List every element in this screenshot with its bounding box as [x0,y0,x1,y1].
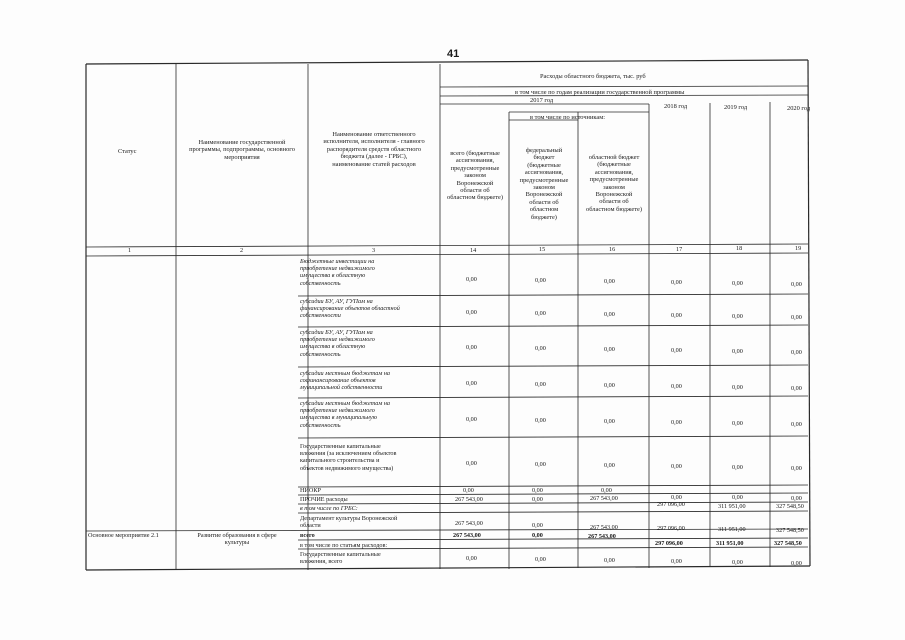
cell-value: 267 543,00 [588,533,616,540]
col-total-line-7: областном бюджете) [447,194,503,202]
cell-value: 0,00 [466,344,477,351]
row-label-line: имущества в областную [300,343,366,351]
cell-value: 0,00 [535,277,546,284]
col-number-14: 14 [470,247,477,254]
cell-value: 0,00 [791,560,802,567]
cell-value: 0,00 [535,556,546,563]
year-2019-header: 2019 год [724,104,748,111]
cell-value: 311 951,00 [716,540,744,547]
col-regional-line-5: законом [603,183,625,191]
row-label-line: софинансирование объектов [300,377,376,385]
cell-value: 311 951,00 [718,526,746,533]
row-label-line: имущества в муниципальную [300,414,377,422]
col-federal-line-3: (бюджетные [527,161,561,169]
row-label-line: вложения, всего [300,558,343,566]
col-number-18: 18 [736,245,743,252]
cell-value: 0,00 [791,314,802,321]
row-label-line: Государственные капитальные [300,443,381,450]
year-2018-header: 2018 год [664,103,688,110]
cell-value: 0,00 [791,421,802,428]
cell-value: 0,00 [604,462,615,469]
cell-value: 0,00 [732,494,743,501]
col-executor-line-3: распорядителя средств областного [326,145,422,153]
row-label-line: приобретение недвижимого [300,265,375,273]
cell-value: 0,00 [791,281,802,288]
cell-value: 311 951,00 [718,503,746,510]
row-label-line: приобретение недвижимого [300,336,375,344]
cell-value: 0,00 [791,385,802,392]
col-regional-line-1: областной бюджет [588,154,640,161]
col-program-line-1: Наименование государственной [198,139,286,146]
col-total-line-4: законом [464,172,486,180]
cell-value: 0,00 [732,348,743,355]
cell-value: 0,00 [671,463,682,470]
cell-value: 0,00 [791,465,802,472]
row-label-line: приобретение недвижимого [300,407,375,415]
year-2017-header: 2017 год [530,97,554,104]
cell-value: 0,00 [466,309,477,316]
col-total-line-1: всего (бюджетные [450,150,500,157]
cell-value: 0,00 [535,461,546,468]
cell-value: 267 543,00 [590,524,618,531]
cell-value: 297 096,00 [655,540,683,547]
cell-value: 267 543,00 [455,496,483,503]
col-regional-line-4: предусмотренные [589,176,639,184]
col-program-line-3: мероприятия [224,153,260,161]
cell-value: 267 543,00 [455,520,483,527]
cell-value: 0,00 [732,420,743,427]
table-row [300,298,400,320]
col-executor-header [310,131,438,168]
row-label-line: субсидии БУ, АУ, ГУПам на [300,329,373,336]
cell-value: 0,00 [604,418,615,425]
table-row [300,258,375,287]
col-number-1: 1 [128,247,132,254]
col-number-15: 15 [539,246,546,253]
cell-value: 0,00 [466,380,477,387]
cell-value: 0,00 [671,383,682,390]
col-total-header [441,150,509,202]
col-federal-line-2: бюджет [533,154,555,162]
cell-value: 0,00 [732,559,743,566]
year-2020-header: 2020 год [787,105,811,112]
cell-value: 297 096,00 [657,501,685,508]
row-label-line: субсидии местным бюджетам на [300,370,391,377]
cell-value: 0,00 [604,557,615,564]
row-label-other: ПРОЧИЕ расходы [300,496,348,503]
table-row [300,400,390,429]
cell-value: 0,00 [732,313,743,320]
cell-value: 0,00 [466,460,477,467]
cell-value: 0,00 [732,280,743,287]
cell-value: 0,00 [535,381,546,388]
col-number-2: 2 [240,247,244,254]
row-label-line: капитального строительства и [300,457,380,465]
cell-value: 327 548,50 [776,527,804,534]
row-label-line: Бюджетные инвестиции на [300,258,375,265]
row-label-line: Государственные капитальные [300,551,381,558]
cell-value: 0,00 [732,384,743,391]
row-label-total: всего [300,532,315,539]
cell-value: 0,00 [671,312,682,319]
col-regional-line-2: (бюджетные [597,161,631,169]
col-federal-line-7: Воронежской [525,191,563,199]
row-label-line: собственности [300,312,341,320]
cell-value: 267 543,00 [590,495,618,502]
col-executor-line-4: бюджета (далее - ГРБС), [340,153,408,161]
col-regional-line-7: области об [599,198,629,206]
row-label-by-articles: в том числе по статьям расходов: [300,542,388,549]
col-regional-line-6: Воронежской [595,191,633,199]
main-event-name-line-2: культуры [224,539,250,547]
row-label-line: собственность [300,421,341,429]
cell-value: 0,00 [532,522,543,529]
expenses-title: Расходы областного бюджета, тыс. руб [540,73,646,80]
col-regional-line-8: областном бюджете) [586,205,642,213]
cell-value: 0,00 [466,555,477,562]
row-label-line: собственность [300,279,341,287]
row-label-line: объектов недвижимого имущества) [300,464,394,472]
table-row [300,515,397,529]
main-event-status: Основное мероприятие 2.1 [88,532,159,539]
cell-value: 267 543,00 [453,532,481,539]
cell-value: 0,00 [535,417,546,424]
cell-value: 0,00 [535,310,546,317]
row-label-line: собственность [300,350,341,358]
table-row [300,551,381,565]
cell-value: 0,00 [604,346,615,353]
cell-value: 0,00 [671,419,682,426]
row-label-line: муниципальной собственности [300,384,383,392]
cell-value: 0,00 [732,464,743,471]
cell-value: 0,00 [532,487,543,494]
cell-value: 0,00 [671,558,682,565]
cell-value: 0,00 [463,487,474,494]
row-label-line: субсидии местным бюджетам на [300,400,391,407]
col-program-line-2: программы, подпрограммы, основного [189,146,295,154]
cell-value: 0,00 [604,278,615,285]
col-total-line-3: предусмотренные [450,164,500,172]
page-number: 41 [447,48,460,60]
row-label-line: Департамент культуры Воронежской [300,515,398,522]
cell-value: 327 548,50 [774,540,802,547]
col-federal-line-1: федеральный [525,147,563,154]
cell-value: 0,00 [671,494,682,501]
cell-value: 0,00 [791,349,802,356]
cell-value: 0,00 [466,276,477,283]
row-label-line: субсидии БУ, АУ, ГУПам на [300,298,373,305]
by-sources-header: в том числе по источникам: [530,114,606,121]
col-federal-line-6: законом [533,184,555,192]
col-regional-header [579,154,649,213]
row-label-niokr: НИОКР [300,487,321,494]
cell-value: 0,00 [791,495,802,502]
table-row [300,370,390,392]
cell-value: 0,00 [601,487,612,494]
col-executor-line-1: Наименование ответственного [332,131,416,138]
cell-value: 0,00 [671,279,682,286]
col-program-header [178,139,306,161]
cell-value: 0,00 [532,532,543,539]
col-number-3: 3 [372,247,376,254]
cell-value: 0,00 [532,496,543,503]
main-event-name [178,532,296,546]
row-label-line: имущества в областную [300,272,366,280]
col-total-line-5: Воронежской [456,179,494,187]
cell-value: 0,00 [535,345,546,352]
col-executor-line-2: исполнителя, исполнителя - главного [323,138,425,146]
col-federal-line-10: бюджете) [531,213,557,221]
col-total-line-6: области об [460,187,490,195]
row-label-line: области [300,522,321,530]
by-years-header: в том числе по годам реализации государственной программы [515,89,685,96]
col-status-header: Статус [118,148,137,155]
row-label-line: финансирование объектов областной [300,305,400,313]
col-number-16: 16 [609,246,616,253]
main-event-name-line-1: Развитие образования в сфере [197,532,277,539]
row-label-by-grbs: в том числе по ГРБС: [300,505,358,512]
col-number-17: 17 [676,246,683,253]
cell-value: 0,00 [604,311,615,318]
cell-value: 0,00 [466,416,477,423]
col-federal-line-9: областном [529,206,559,214]
col-federal-line-5: предусмотренные [519,176,569,184]
cell-value: 297 096,00 [657,525,685,532]
col-executor-line-5: наименование статей расходов [332,160,416,168]
table-row [300,329,375,358]
table-row [300,443,396,472]
col-federal-header [510,147,578,221]
row-label-line: вложения (за исключением объектов [300,450,397,458]
cell-value: 0,00 [604,382,615,389]
col-federal-line-8: области об [529,198,559,206]
col-total-line-2: ассигнования, [455,157,495,165]
cell-value: 327 548,50 [776,503,804,510]
col-federal-line-4: ассигнования, [524,169,564,177]
cell-value: 0,00 [671,347,682,354]
col-regional-line-3: ассигнования, [594,168,634,176]
col-number-19: 19 [795,245,802,252]
